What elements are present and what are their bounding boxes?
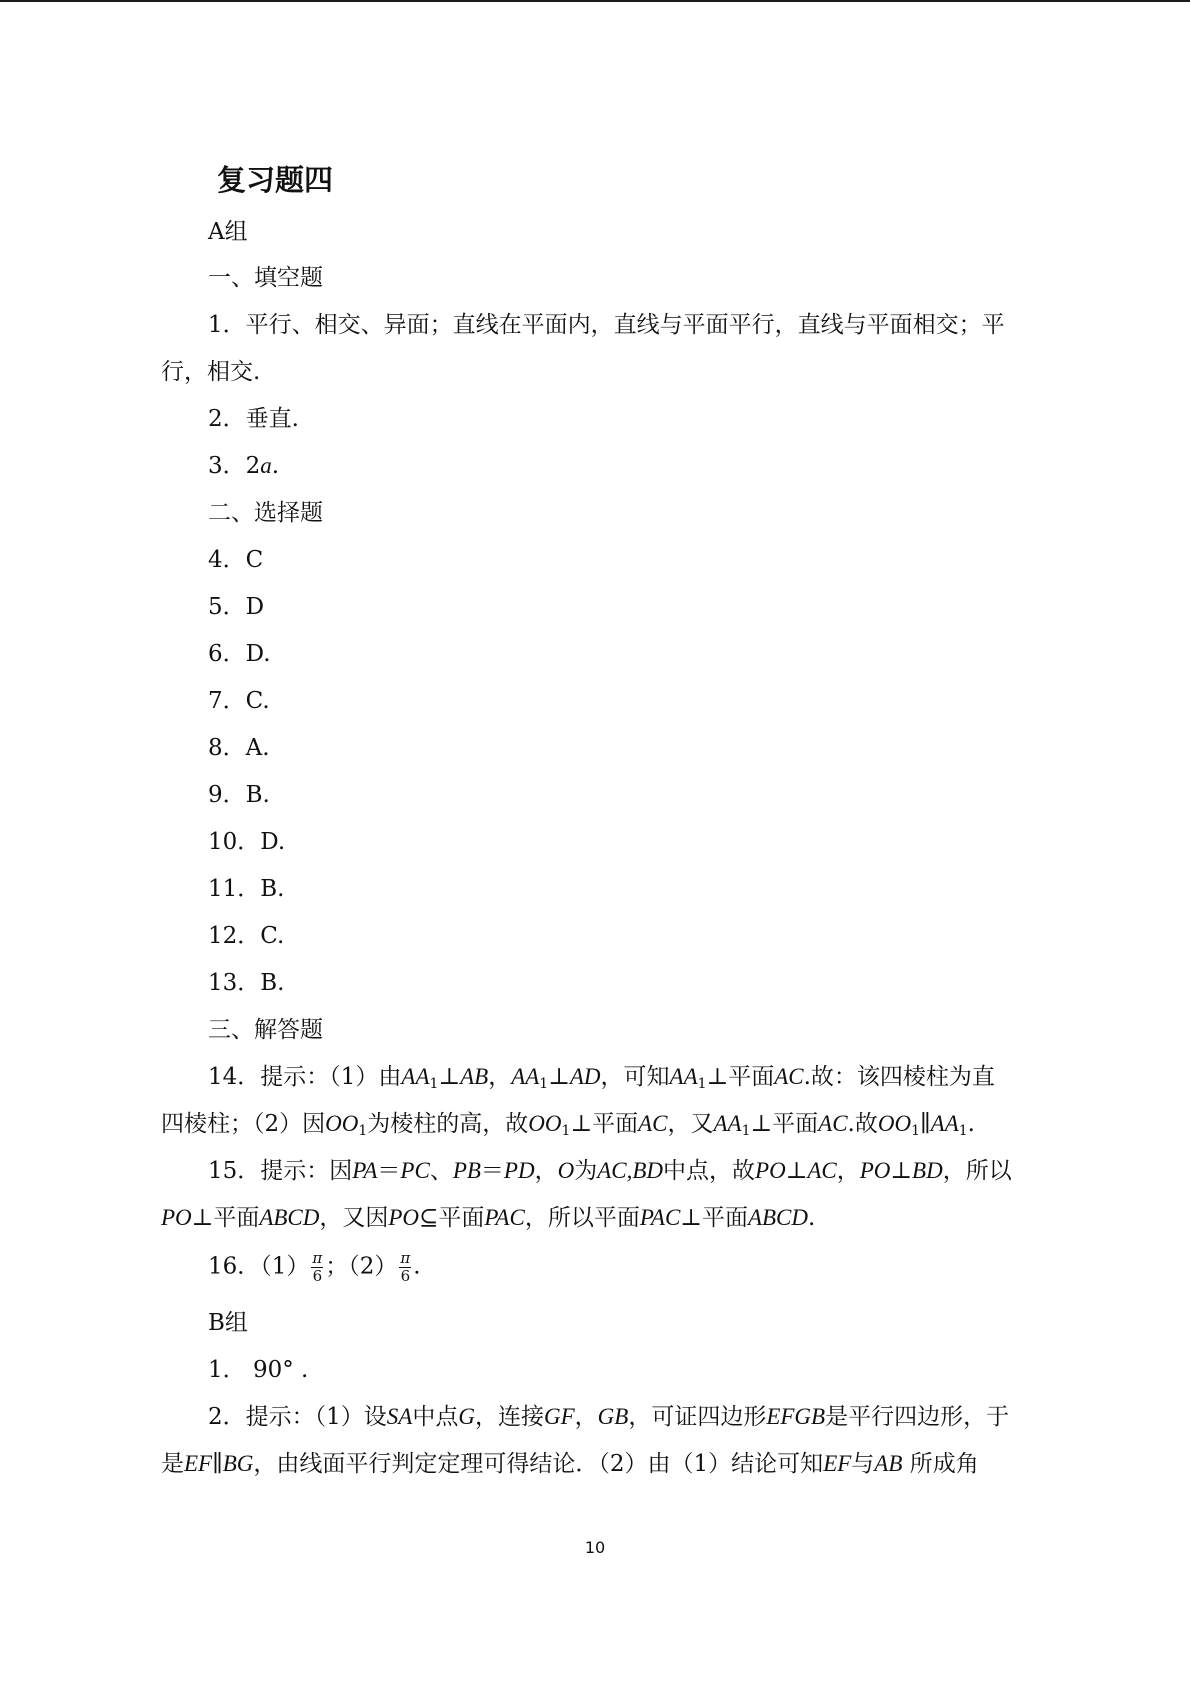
fraction: $\frac{\pi}{6}$	[400, 1249, 411, 1285]
answer-15-line1: 15．提示：因PA＝PC、PB＝PD，O为AC,BD中点，故PO⊥AC，PO⊥BD，所以	[208, 1158, 1012, 1184]
answer-2: 2．垂直.	[208, 406, 299, 432]
answer-14-line2: 四棱柱；（2）因$OO_1$为棱柱的高，故$OO_1\perp$平面AC，又$AA_1\perp$平面AC.故$OO_1\parallel AA_1$.	[161, 1111, 975, 1139]
answer-13: 13．B.	[208, 970, 285, 996]
section-multiple-choice: 二、选择题	[208, 500, 323, 526]
answer-10: 10．D.	[208, 829, 286, 855]
answer-3: 3．2a.	[208, 453, 280, 479]
answer-14-line1: 14．提示：（1）由$AA_1\perp AB$，$AA_1\perp AD$，可知$AA_1\perp$平面AC.故：该四棱柱为直	[208, 1064, 995, 1092]
group-a-heading: A组	[208, 219, 248, 245]
answer-7: 7．C.	[208, 688, 270, 714]
answer-11: 11．B.	[208, 876, 285, 902]
section-fill-blank: 一、填空题	[208, 265, 323, 291]
answer-1-line2: 行，相交.	[161, 359, 261, 385]
page-title: 复习题四	[217, 163, 334, 197]
top-rule	[0, 0, 1190, 2]
answer-b1: 1． 90° .	[208, 1357, 309, 1383]
fraction: $\frac{\pi}{6}$	[312, 1249, 323, 1285]
answer-6: 6．D.	[208, 641, 271, 667]
answer-12: 12．C.	[208, 923, 285, 949]
answer-b2-line1: 2．提示：（1）设SA中点G，连接GF，GB，可证四边形EFGB是平行四边形，于	[208, 1404, 1010, 1430]
answer-9: 9．B.	[208, 782, 270, 808]
answer-15-line2: PO⊥平面ABCD，又因PO⊆平面PAC，所以平面PAC⊥平面ABCD.	[161, 1205, 816, 1231]
answer-8: 8．A.	[208, 735, 270, 761]
answer-4: 4．C	[208, 547, 264, 573]
answer-16: 16．（1） $\frac{\pi}{6}$ ；（2） $\frac{\pi}{6}$ .	[208, 1249, 421, 1285]
answer-1-line1: 1．平行、相交、异面；直线在平面内，直线与平面平行，直线与平面相交；平	[208, 312, 1005, 338]
page-number: 10	[584, 1538, 606, 1557]
answer-5: 5．D	[208, 594, 265, 620]
answer-b2-line2: 是EF∥BG，由线面平行判定定理可得结论．（2）由（1）结论可知EF与AB 所成角	[161, 1451, 979, 1477]
group-b-heading: B组	[208, 1310, 248, 1336]
section-solutions: 三、解答题	[208, 1017, 323, 1043]
